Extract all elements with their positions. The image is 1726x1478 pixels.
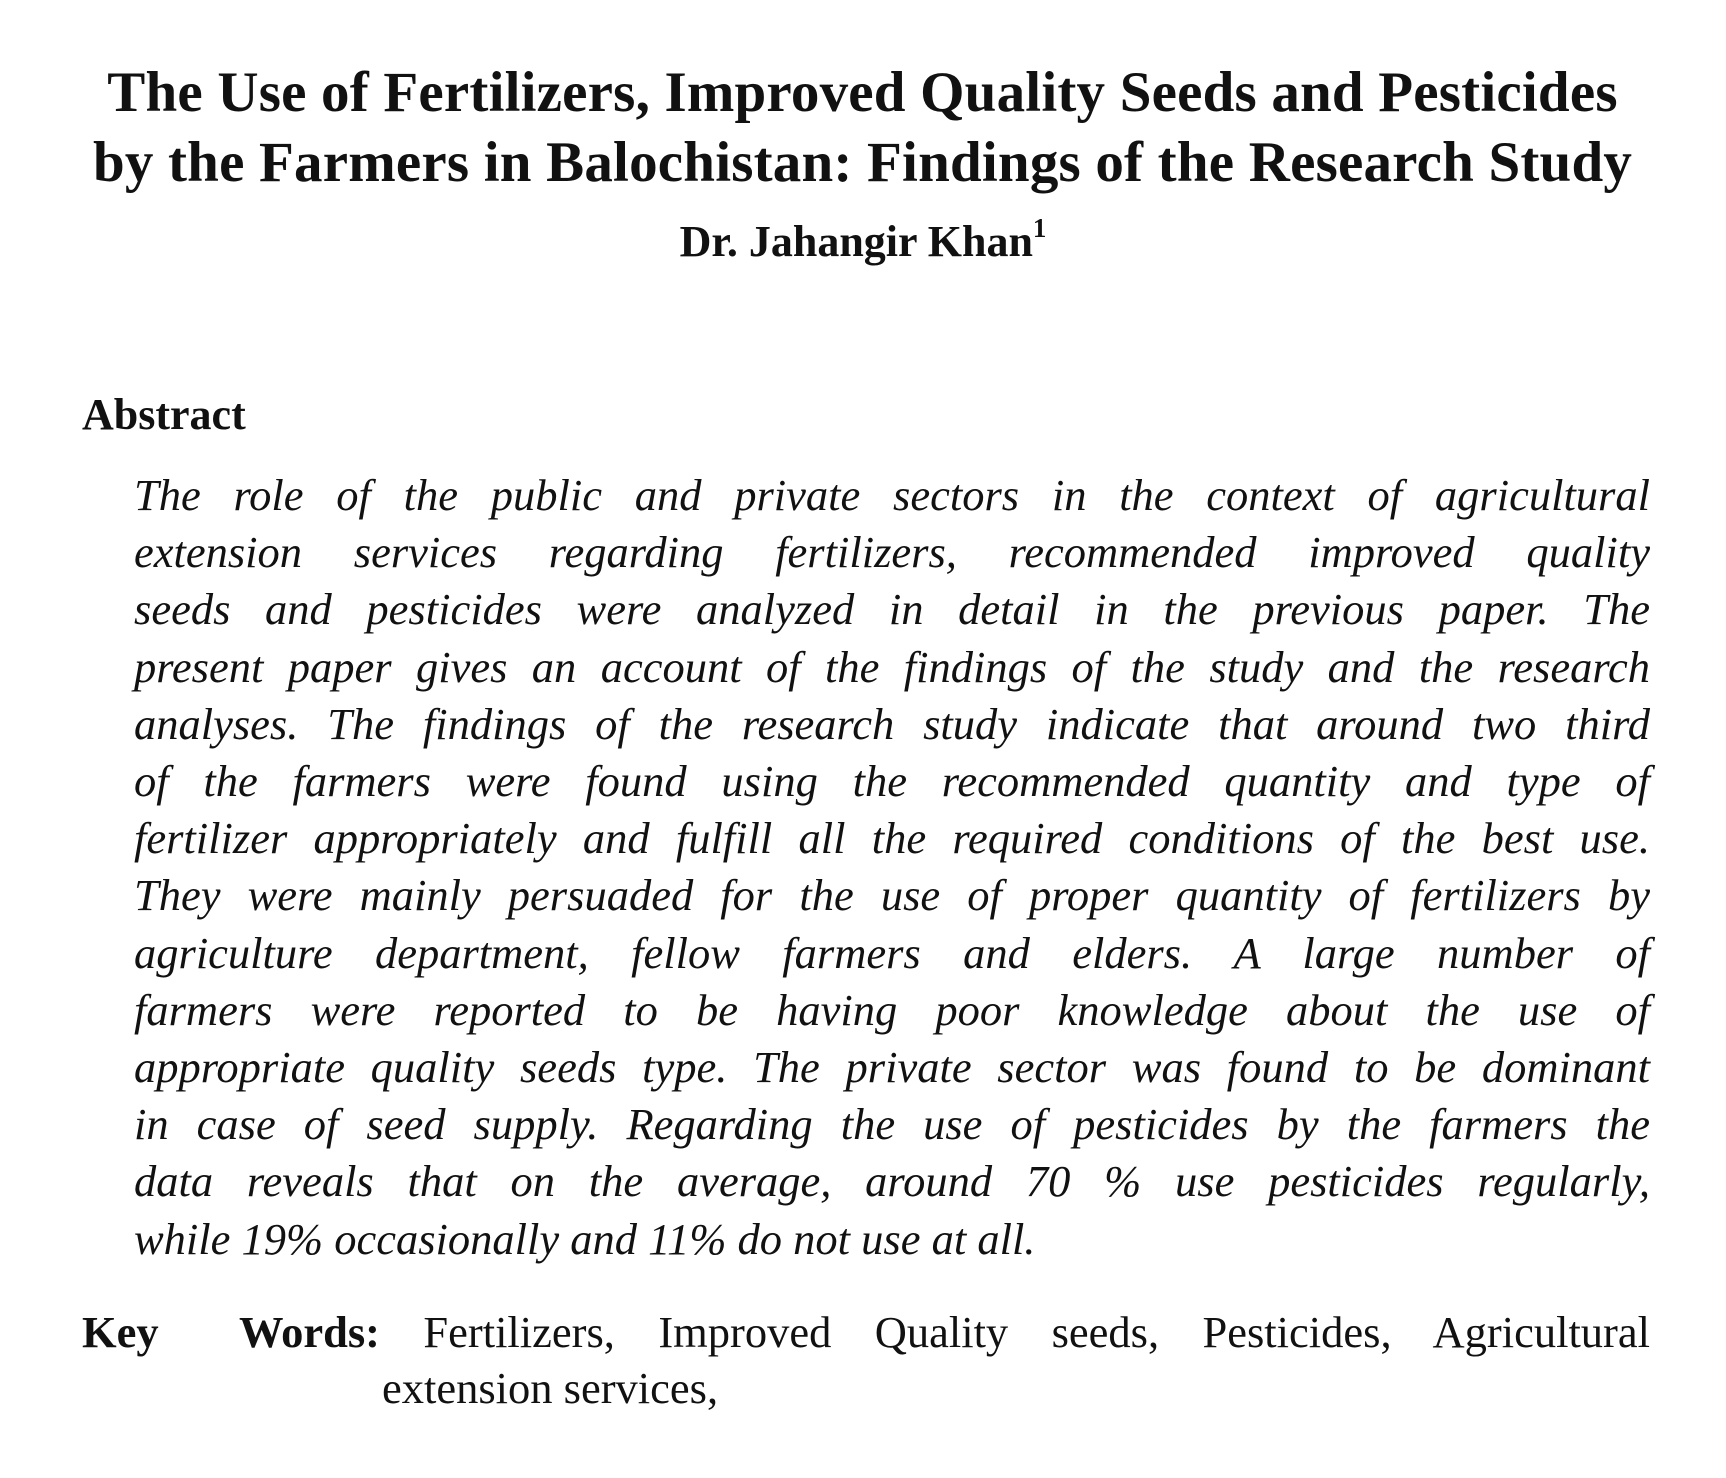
abstract-line: They were mainly persuaded for the use of proper quantity of fertilizers by (134, 870, 1650, 921)
abstract-line: The role of the public and private sectors in the context of agricultural (134, 470, 1650, 520)
keywords-section (82, 1304, 1650, 1416)
abstract-line: farmers were reported to be having poor knowledge about the use of (134, 984, 1650, 1035)
author-byline (0, 214, 1726, 270)
abstract-heading: Abstract (82, 390, 246, 439)
abstract-body (134, 467, 1650, 1268)
abstract-line: analyses. The findings of the research study indicate that around two third (134, 698, 1650, 749)
abstract-line: agriculture department, fellow farmers and elders. A large number of (134, 927, 1650, 978)
keywords-label: Key Words: (82, 1307, 380, 1357)
abstract-line: fertilizer appropriately and fulfill all the required conditions of the best use. (134, 813, 1650, 864)
author-name: Dr. Jahangir Khan (679, 217, 1033, 266)
paper-title-line-2: by the Farmers in Balochistan: Findings of the Research Study (92, 131, 1633, 194)
abstract-line: while 19% occasionally and 11% do not use at all. (134, 1213, 1036, 1264)
abstract-line: in case of seed supply. Regarding the use of pesticides by the farmers the (134, 1099, 1650, 1150)
author-affiliation-marker: 1 (1032, 213, 1047, 244)
paper-title (80, 58, 1645, 198)
keywords-line-2: extension services, (382, 1363, 719, 1413)
abstract-line: present paper gives an account of the findings of the study and the research (134, 641, 1650, 692)
abstract-line: of the farmers were found using the recommended quantity and type of (134, 756, 1650, 807)
keywords-values: Fertilizers, Improved Quality seeds, Pesticides, Agricultural (423, 1307, 1650, 1357)
keywords-line-1 (82, 1304, 1650, 1360)
abstract-line: seeds and pesticides were analyzed in detail in the previous paper. The (134, 584, 1650, 635)
paper-title-line-1: The Use of Fertilizers, Improved Quality Seeds and Pesticides (107, 61, 1618, 124)
abstract-line: data reveals that on the average, around 70 % use pesticides regularly, (134, 1156, 1650, 1207)
abstract-line: extension services regarding fertilizers, recommended improved quality (134, 527, 1650, 578)
abstract-line: appropriate quality seeds type. The private sector was found to be dominant (134, 1042, 1650, 1093)
